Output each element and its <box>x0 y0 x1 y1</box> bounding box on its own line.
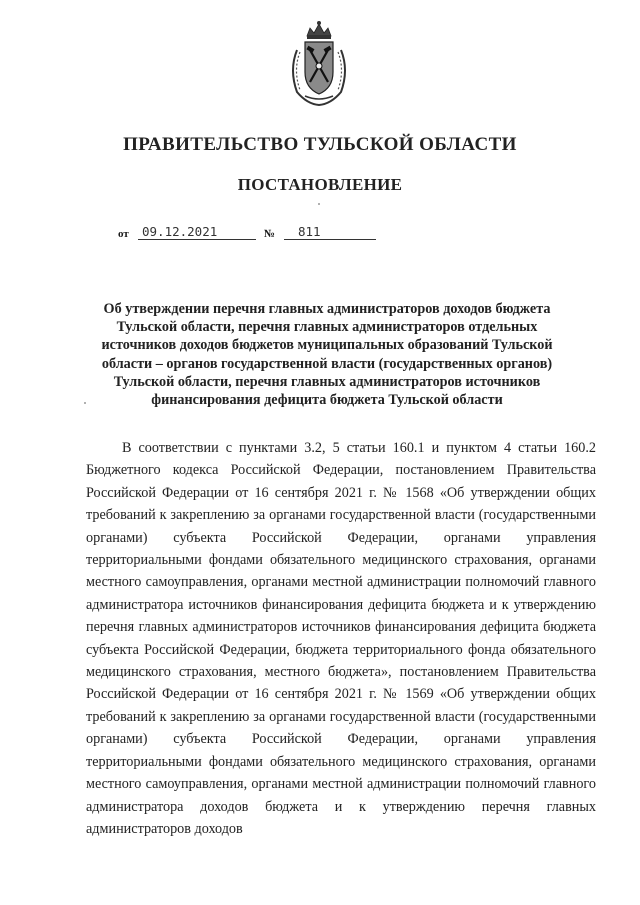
date-label: от <box>118 228 129 240</box>
date-underline <box>138 239 256 240</box>
document-title: Об утверждении перечня главных администраторов доходов бюджета Тульской области, перечня главных администраторов отдельных источников доходов бюджетов муниципальных образований Тульской области – органов государственной власти (государственных органов) Тульской области, перечня главных администраторов источников финансирования дефицита бюджета Тульской области <box>101 301 553 409</box>
number-label: № <box>264 228 276 240</box>
document-number: 811 <box>298 224 321 239</box>
date-number-line <box>118 222 388 242</box>
scan-speck <box>84 402 86 404</box>
document-date: 09.12.2021 <box>142 224 218 239</box>
document-type: ПОСТАНОВЛЕНИЕ <box>237 175 403 194</box>
coat-of-arms-icon <box>283 20 355 106</box>
document-body: В соответствии с пунктами 3.2, 5 статьи 160.1 и пунктом 4 статьи 160.2 Бюджетного кодекса Российской Федерации, постановлением Правительства Российской Федерации от 16 сентября 2021 г. № 1568 «Об утверждении общих требований к закреплению за органами государственной власти (государственными органами) субъекта Российской Федерации, органами управления территориальными фондами обязательного медицинского страхования, органами местного самоуправления, органами местной администрации полномочий главного администратора источников финансирования дефицита бюджета и к утверждению перечня главных администраторов источников финансирования дефицита бюджета субъекта Российской Федерации, бюджета территориального фонда обязательного медицинского страхования, местного бюджета», постановлением Правительства Российской Федерации от 16 сентября 2021 г. № 1569 «Об утверждении общих требований к закреплению за органами государственной власти (государственными органами) субъекта Российской Федерации, органами управления территориальными фондами обязательного медицинского страхования, органами местного самоуправления, органами местной администрации полномочий главного администратора доходов бюджета и к утверждению перечня главных администраторов доходов <box>86 440 596 837</box>
number-underline <box>284 239 376 240</box>
scan-speck <box>318 203 320 205</box>
government-title: ПРАВИТЕЛЬСТВО ТУЛЬСКОЙ ОБЛАСТИ <box>123 134 517 155</box>
